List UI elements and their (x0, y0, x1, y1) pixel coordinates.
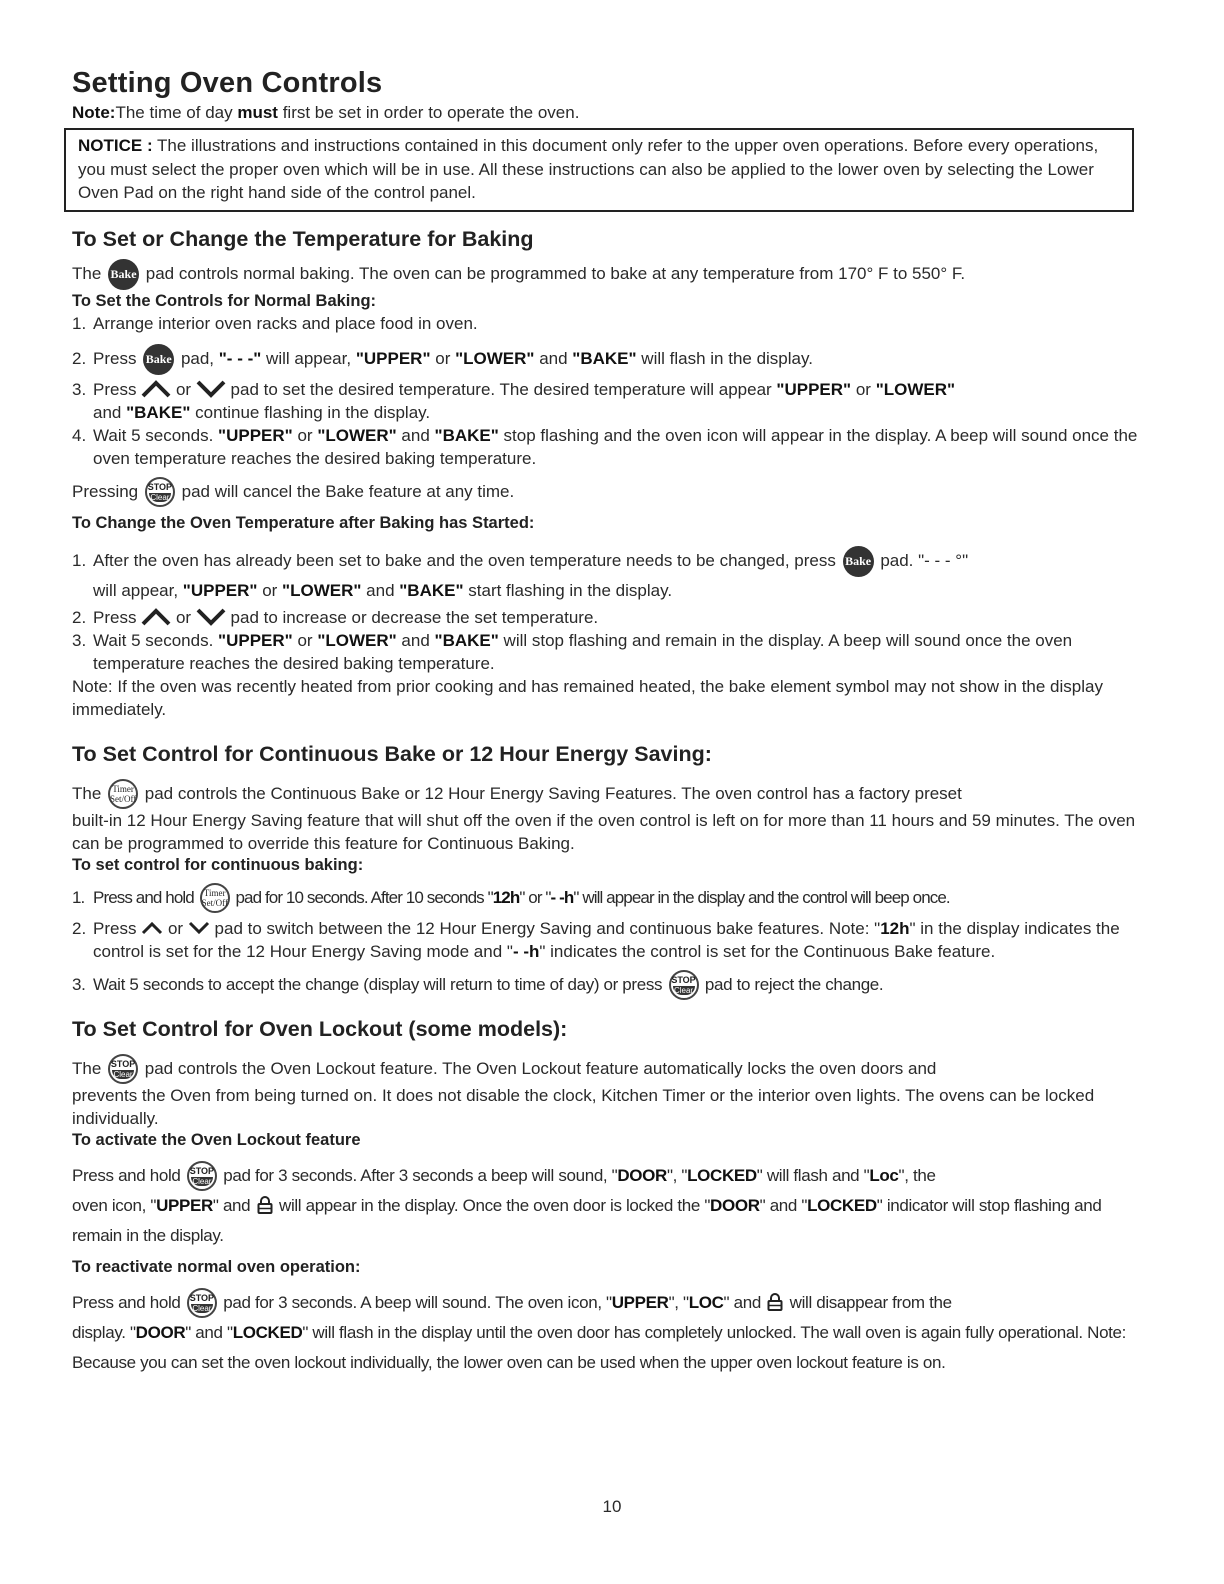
down-arrow-icon (188, 921, 210, 935)
subheading-activate-lockout: To activate the Oven Lockout feature (72, 1130, 361, 1149)
down-arrow-icon (196, 608, 226, 626)
subheading-change-temperature: To Change the Oven Temperature after Baking has Started: (72, 513, 535, 532)
stop-clear-pad-icon: STOP Clear (187, 1288, 217, 1318)
list-item: 1. Press and hold Timer Set/Off pad for 10 seconds. After 10 seconds "12h" or "- -h" will appear in the display and the control will beep once. (72, 886, 1152, 909)
list-item: 2. Press or pad to increase or decrease the set temperature. (72, 607, 599, 627)
lock-icon (257, 1196, 273, 1214)
continuous-bake-intro-cont: built-in 12 Hour Energy Saving feature that will shut off the oven if the oven control is left on for more than 11 hours and 59 minutes. The oven can be programmed to override this feature for Continuous Baking. (72, 810, 1136, 853)
stop-clear-pad-icon: STOP Clear (108, 1054, 138, 1084)
baking-intro: The Bake pad controls normal baking. The oven can be programmed to bake at any temperature from 170° F to 550° F. (72, 262, 1152, 285)
reactivate-text: Press and hold STOP Clear pad for 3 seconds. A beep will sound. The oven icon, "UPPER", "LOC" and will disappear from the display. "DOOR" and "LOCKED" will flash in the display until the oven door has completely unlocked. The wall oven is again fully operational. Note: Because you can set the oven lockout individually, the lower oven can be used when the upper oven lockout feature is on. (72, 1288, 1152, 1378)
list-item: 3. Wait 5 seconds to accept the change (display will return to time of day) or press STOP Clear pad to reject the change. (72, 973, 1152, 996)
section-heading-oven-lockout: To Set Control for Oven Lockout (some models): (72, 1016, 568, 1041)
list-item: 2. Press or pad to switch between the 12 Hour Energy Saving and continuous bake features. Note: "12h" in the display indicates the control is set for the 12 Hour Energy Saving mode and "- -h" indicates the control is set for the Continuous Bake feature. (72, 918, 1120, 961)
up-arrow-icon (141, 380, 171, 398)
up-arrow-icon (141, 608, 171, 626)
timer-pad-icon: Timer Set/Off (108, 779, 138, 809)
section-heading-baking-temperature: To Set or Change the Temperature for Baking (72, 226, 534, 251)
stop-clear-pad-icon: STOP Clear (187, 1161, 217, 1191)
lock-icon (767, 1293, 783, 1311)
stop-clear-pad-icon: STOP Clear (145, 477, 175, 507)
subheading-normal-baking: To Set the Controls for Normal Baking: (72, 291, 377, 310)
bake-pad-icon: Bake (108, 259, 139, 290)
list-item: 1. After the oven has already been set to bake and the oven temperature needs to be changed, press Bake pad. "- - - °" will appear, "UPPER" or "LOWER" and "BAKE" start flashing in the display. (72, 546, 1152, 606)
list-item: 2. Press Bake pad, "- - -" will appear, "UPPER" or "LOWER" and "BAKE" will flash in the display. (72, 347, 1152, 370)
bake-element-note: Note: If the oven was recently heated from prior cooking and has remained heated, the bake element symbol may not show in the display immediately. (72, 676, 1103, 719)
cancel-bake-text: Pressing STOP Clear pad will cancel the Bake feature at any time. (72, 480, 1152, 503)
list-item: 1. Arrange interior oven racks and place food in oven. (72, 313, 478, 333)
list-item: 3. Press or pad to set the desired temperature. The desired temperature will appear "UPPER" or "LOWER" and "BAKE" continue flashing in the display. (72, 379, 956, 422)
bake-pad-icon: Bake (143, 344, 174, 375)
list-item: 4. Wait 5 seconds. "UPPER" or "LOWER" and "BAKE" stop flashing and the oven icon will appear in the display. A beep will sound once the oven temperature reaches the desired baking temperature. (72, 425, 1138, 468)
page (72, 66, 1152, 1378)
stop-clear-pad-icon: STOP Clear (669, 970, 699, 1000)
timer-pad-icon: Timer Set/Off (200, 883, 230, 913)
activate-lockout-text: Press and hold STOP Clear pad for 3 seconds. After 3 seconds a beep will sound, "DOOR", "LOCKED" will flash and "Loc", the oven icon, "UPPER" and will appear in the display. Once the oven door is locked the "DOOR" and "LOCKED" indicator will stop flashing and remain in the display. (72, 1161, 1152, 1251)
subheading-reactivate: To reactivate normal oven operation: (72, 1257, 361, 1276)
time-of-day-note: Note:The time of day must first be set in order to operate the oven. (72, 103, 580, 122)
section-heading-continuous-bake: To Set Control for Continuous Bake or 12 Hour Energy Saving: (72, 741, 712, 766)
oven-lockout-intro: The STOP Clear pad controls the Oven Lockout feature. The Oven Lockout feature automatically locks the oven doors and (72, 1054, 1152, 1084)
page-number: 10 (602, 1497, 622, 1516)
bake-pad-icon: Bake (843, 546, 874, 577)
list-item: 3. Wait 5 seconds. "UPPER" or "LOWER" and "BAKE" will stop flashing and remain in the display. A beep will sound once the oven temperature reaches the desired baking temperature. (72, 630, 1073, 673)
down-arrow-icon (196, 380, 226, 398)
notice-box: NOTICE : The illustrations and instructions contained in this document only refer to the upper oven operations. Before every operations, you must select the proper oven which will be in use. All these instructions can also be applied to the lower oven by selecting the Lower Oven Pad on the right hand side of the control panel. (64, 128, 1134, 212)
up-arrow-icon (141, 921, 163, 935)
page-title: Setting Oven Controls (72, 67, 383, 99)
oven-lockout-intro-cont: prevents the Oven from being turned on. It does not disable the clock, Kitchen Timer or the interior oven lights. The ovens can be locked individually. (72, 1085, 1095, 1128)
subheading-continuous-baking: To set control for continuous baking: (72, 855, 364, 874)
continuous-bake-intro: The Timer Set/Off pad controls the Continuous Bake or 12 Hour Energy Saving Features. The oven control has a factory preset (72, 779, 1152, 809)
